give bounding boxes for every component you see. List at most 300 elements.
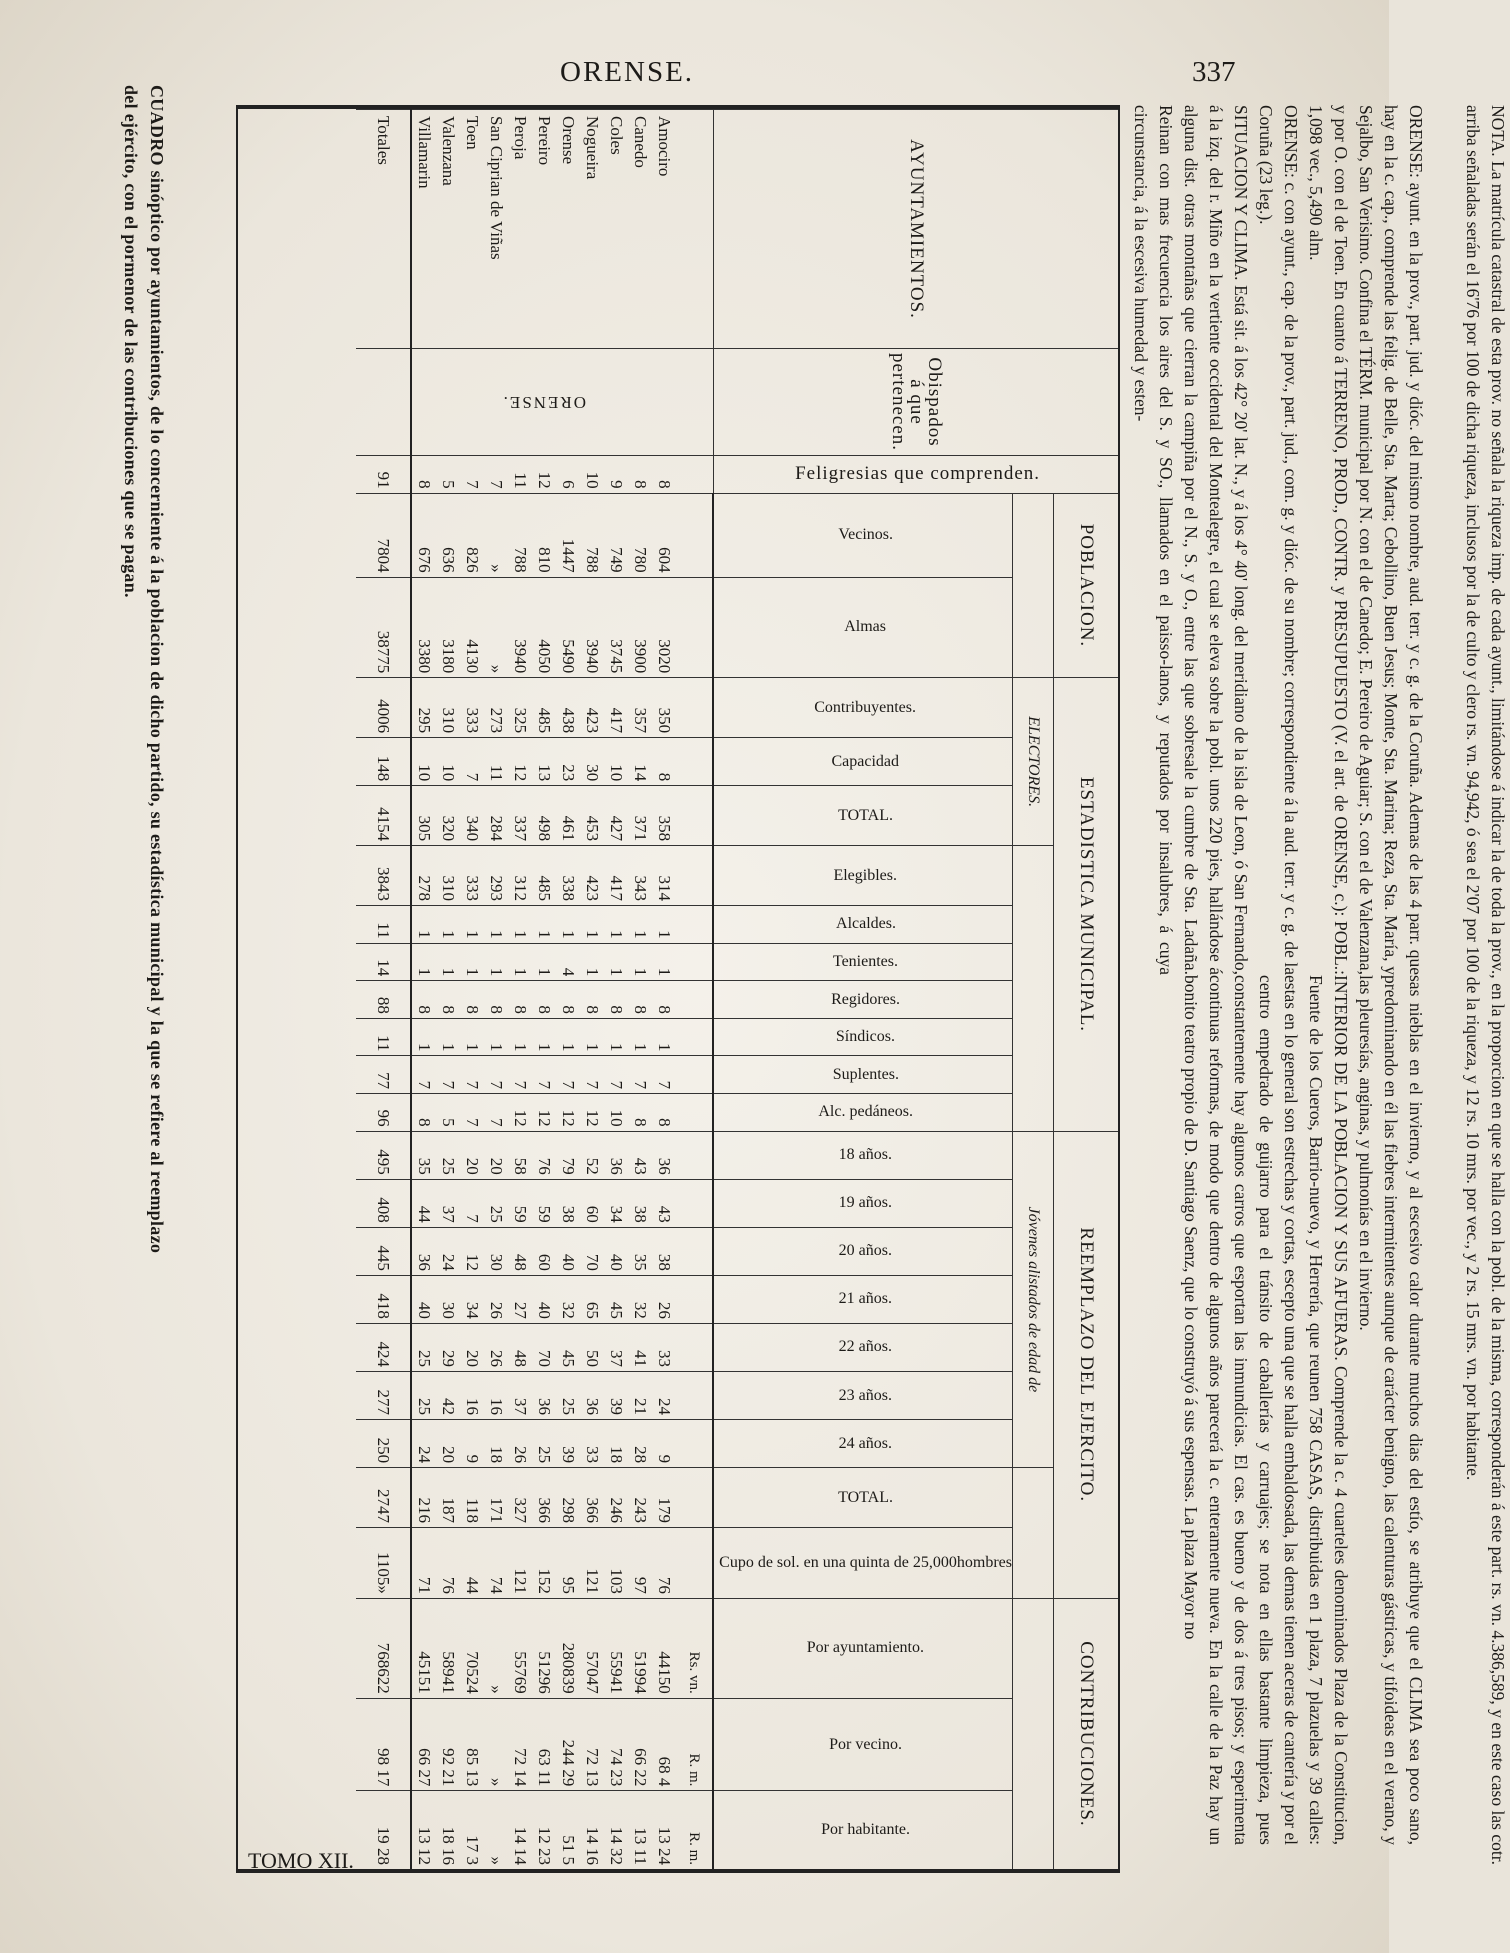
cell-a23: 42 (436, 1371, 460, 1419)
cell-suplentes: 7 (436, 1056, 460, 1094)
cell-por-ayunt: 51994 (628, 1598, 652, 1698)
cell-a18: 25 (436, 1131, 460, 1179)
cell-por-ayunt: 58941 (436, 1598, 460, 1698)
cell-suplentes: 7 (484, 1056, 508, 1094)
feligresias-cell: 10 (580, 456, 604, 494)
ayuntamiento-name: Amociro (652, 110, 676, 349)
cell-a24: 24 (411, 1420, 436, 1468)
cell-tenientes: 1 (652, 943, 676, 981)
cell-a23: 25 (411, 1371, 436, 1419)
synoptic-table-frame (236, 105, 1120, 1873)
cell-a21: 65 (580, 1275, 604, 1323)
column-header-label: Alc. pedáneos. (818, 1103, 913, 1121)
cell-pedaneos: 12 (532, 1094, 556, 1132)
cell-a22: 20 (460, 1323, 484, 1371)
column-header-label: TOTAL. (838, 1488, 894, 1506)
cell-a18: 20 (460, 1131, 484, 1179)
total-por-vec: 98 17 (356, 1698, 411, 1791)
column-header-label: Cupo de sol. en una quinta de 25,000hombres (719, 1553, 1012, 1571)
cell-tenientes: 1 (532, 943, 556, 981)
cell-contribuyentes: 333 (460, 678, 484, 738)
ayuntamiento-name: Pereiro (532, 110, 556, 349)
ayuntamiento-name: Toen (460, 110, 484, 349)
cell-pedaneos: 10 (604, 1094, 628, 1132)
cell-a20: 24 (436, 1227, 460, 1275)
obispado-value: ORENSE. (411, 349, 676, 456)
cell-total-e: 358 (652, 786, 676, 846)
cell-por-vec: 66 27 (411, 1698, 436, 1791)
ayuntamiento-name: San Ciprian de Viñas (484, 110, 508, 349)
feligresias-cell: 8 (411, 456, 436, 494)
cell-por-vec: 63 11 (532, 1698, 556, 1791)
column-header (713, 1323, 1012, 1371)
column-header-label: Tenientes. (833, 952, 899, 970)
cell-por-hab: 51 5 (556, 1791, 580, 1869)
cell-elegibles: 310 (436, 846, 460, 906)
cell-a20: 60 (532, 1227, 556, 1275)
header-poblacion: POBLACION. (1054, 493, 1119, 678)
cell-a23: 16 (484, 1371, 508, 1419)
cell-vecinos: 636 (436, 493, 460, 577)
cell-a24: 25 (532, 1420, 556, 1468)
total-sindicos: 11 (356, 1018, 411, 1056)
cell-elegibles: 312 (508, 846, 532, 906)
cell-alcaldes: 1 (484, 906, 508, 944)
cell-sindicos: 1 (411, 1018, 436, 1056)
cell-por-vec: 66 22 (628, 1698, 652, 1791)
unit-label: R. m. (676, 1698, 713, 1791)
column-header (713, 981, 1012, 1019)
cell-vecinos: 810 (532, 493, 556, 577)
cell-capacidad: 10 (604, 738, 628, 786)
header-contribuciones: CONTRIBUCIONES. (1054, 1598, 1119, 1869)
cell-tenientes: 1 (604, 943, 628, 981)
column-header (713, 577, 1012, 678)
column-header-label: Contribuyentes. (814, 698, 917, 716)
cell-capacidad: 11 (484, 738, 508, 786)
ayuntamiento-name: Nogueira (580, 110, 604, 349)
cell-por-vec: 74 23 (604, 1698, 628, 1791)
cell-sindicos: 1 (556, 1018, 580, 1056)
total-total-e: 4154 (356, 786, 411, 846)
ayuntamiento-name: Coles (604, 110, 628, 349)
feligresias-cell: 12 (532, 456, 556, 494)
cell-a19: 44 (411, 1179, 436, 1227)
feligresias-cell: 6 (556, 456, 580, 494)
cell-suplentes: 7 (556, 1056, 580, 1094)
cell-alcaldes: 1 (556, 906, 580, 944)
cell-a19: 59 (508, 1179, 532, 1227)
cell-alcaldes: 1 (604, 906, 628, 944)
cell-total-e: 371 (628, 786, 652, 846)
cell-por-ayunt: 55941 (604, 1598, 628, 1698)
column-header-label: 19 años. (838, 1194, 893, 1212)
column-header (713, 846, 1012, 906)
cell-a22: 33 (652, 1323, 676, 1371)
cell-a20: 40 (604, 1227, 628, 1275)
total-tenientes: 14 (356, 943, 411, 981)
cell-a21: 45 (604, 1275, 628, 1323)
cell-capacidad: 7 (460, 738, 484, 786)
cell-a18: 79 (556, 1131, 580, 1179)
cell-suplentes: 7 (508, 1056, 532, 1094)
cell-tenientes: 4 (556, 943, 580, 981)
totals-row (356, 110, 411, 1870)
cell-a23: 24 (652, 1371, 676, 1419)
cell-tenientes: 1 (628, 943, 652, 981)
total-almas: 38775 (356, 577, 411, 678)
cell-a24: 9 (460, 1420, 484, 1468)
cell-a21: 26 (484, 1275, 508, 1323)
cell-total-e: 453 (580, 786, 604, 846)
column-header-label: Alcaldes. (835, 915, 896, 933)
cell-a19: 59 (532, 1179, 556, 1227)
cell-por-hab: » (484, 1791, 508, 1869)
cell-a23: 16 (460, 1371, 484, 1419)
cell-contribuyentes: 438 (556, 678, 580, 738)
cell-contribuyentes: 295 (411, 678, 436, 738)
total-a19: 408 (356, 1179, 411, 1227)
cell-por-ayunt: 45151 (411, 1598, 436, 1698)
column-header-label: Capacidad (831, 752, 900, 770)
cell-capacidad: 23 (556, 738, 580, 786)
cell-tenientes: 1 (508, 943, 532, 981)
cell-elegibles: 314 (652, 846, 676, 906)
cell-a19: 7 (460, 1179, 484, 1227)
cell-capacidad: 8 (652, 738, 676, 786)
cell-a23: 36 (580, 1371, 604, 1419)
feligresias-cell: 7 (484, 456, 508, 494)
cell-a18: 36 (604, 1131, 628, 1179)
cell-sindicos: 1 (604, 1018, 628, 1056)
cell-a23: 21 (628, 1371, 652, 1419)
column-header-label: TOTAL. (838, 806, 894, 824)
column-header (713, 1371, 1012, 1419)
cell-tenientes: 1 (460, 943, 484, 981)
column-header (713, 1791, 1012, 1869)
page-number: 337 (1192, 56, 1236, 88)
cell-por-vec: 92 21 (436, 1698, 460, 1791)
total-regidores: 88 (356, 981, 411, 1019)
column-header-label: Elegibles. (833, 866, 898, 884)
cell-total-e: 498 (532, 786, 556, 846)
cell-almas: 3745 (604, 577, 628, 678)
cell-total-r: 187 (436, 1468, 460, 1528)
cell-pedaneos: 7 (460, 1094, 484, 1132)
cell-tenientes: 1 (580, 943, 604, 981)
feligresias-cell: 7 (460, 456, 484, 494)
cell-a23: 36 (532, 1371, 556, 1419)
total-por-ayunt: 768622 (356, 1598, 411, 1698)
cell-elegibles: 278 (411, 846, 436, 906)
cell-elegibles: 423 (580, 846, 604, 906)
column-header (713, 1275, 1012, 1323)
cell-vecinos: 826 (460, 493, 484, 577)
cell-sindicos: 1 (652, 1018, 676, 1056)
total-a18: 495 (356, 1131, 411, 1179)
cell-almas: 3020 (652, 577, 676, 678)
cell-por-ayunt: 70524 (460, 1598, 484, 1698)
cell-por-ayunt: 55769 (508, 1598, 532, 1698)
running-title: ORENSE. (560, 56, 695, 88)
cell-total-e: 427 (604, 786, 628, 846)
cell-por-vec: 85 13 (460, 1698, 484, 1791)
column-header-label: Suplentes. (832, 1065, 899, 1083)
cell-sindicos: 1 (580, 1018, 604, 1056)
cell-a20: 70 (580, 1227, 604, 1275)
cell-por-hab: 12 23 (532, 1791, 556, 1869)
cell-alcaldes: 1 (652, 906, 676, 944)
cell-vecinos: 780 (628, 493, 652, 577)
cell-total-r: 171 (484, 1468, 508, 1528)
cell-almas: 3180 (436, 577, 460, 678)
column-header-label: 23 años. (838, 1386, 893, 1404)
cell-por-ayunt: 57047 (580, 1598, 604, 1698)
column-header-label: Por ayuntamiento. (806, 1639, 925, 1657)
feligresias-cell: 11 (508, 456, 532, 494)
cell-vecinos: 788 (508, 493, 532, 577)
cell-a21: 26 (652, 1275, 676, 1323)
cell-almas: 5490 (556, 577, 580, 678)
column-header (713, 1227, 1012, 1275)
cell-cupo: 121 (580, 1528, 604, 1599)
cell-suplentes: 7 (532, 1056, 556, 1094)
volume-mark: TOMO XII. (248, 1848, 354, 1873)
cell-regidores: 8 (436, 981, 460, 1019)
column-header (713, 1420, 1012, 1468)
column-header (713, 678, 1012, 738)
column-header (713, 1179, 1012, 1227)
cell-alcaldes: 1 (580, 906, 604, 944)
cell-contribuyentes: 273 (484, 678, 508, 738)
feligresias-cell: 5 (436, 456, 460, 494)
cell-capacidad: 12 (508, 738, 532, 786)
column-header-label: 21 años. (838, 1290, 893, 1308)
cell-a24: 18 (484, 1420, 508, 1468)
column-header-label: Por habitante. (821, 1821, 911, 1839)
cell-total-r: 243 (628, 1468, 652, 1528)
cell-por-hab: 14 16 (580, 1791, 604, 1869)
cell-a18: 35 (411, 1131, 436, 1179)
cell-a18: 76 (532, 1131, 556, 1179)
cell-vecinos: 604 (652, 493, 676, 577)
cell-total-e: 305 (411, 786, 436, 846)
cell-regidores: 8 (604, 981, 628, 1019)
cell-suplentes: 7 (580, 1056, 604, 1094)
cell-por-hab: 14 32 (604, 1791, 628, 1869)
total-elegibles: 3843 (356, 846, 411, 906)
cell-almas: 4050 (532, 577, 556, 678)
total-cupo: 1105» (356, 1528, 411, 1599)
cell-a21: 32 (628, 1275, 652, 1323)
cell-a20: 40 (556, 1227, 580, 1275)
cell-capacidad: 30 (580, 738, 604, 786)
cell-a24: 28 (628, 1420, 652, 1468)
cell-pedaneos: 12 (508, 1094, 532, 1132)
cell-a21: 27 (508, 1275, 532, 1323)
cell-tenientes: 1 (436, 943, 460, 981)
cell-almas: 4130 (460, 577, 484, 678)
cell-a20: 35 (628, 1227, 652, 1275)
feligresias-cell: 8 (628, 456, 652, 494)
cell-regidores: 8 (556, 981, 580, 1019)
column-header-label: Síndicos. (836, 1028, 896, 1046)
column-header (713, 1698, 1012, 1791)
cell-cupo: 103 (604, 1528, 628, 1599)
cell-a22: 45 (556, 1323, 580, 1371)
column-header (713, 493, 1012, 577)
cell-a24: 20 (436, 1420, 460, 1468)
cell-alcaldes: 1 (508, 906, 532, 944)
cell-regidores: 8 (411, 981, 436, 1019)
cell-a20: 36 (411, 1227, 436, 1275)
cell-vecinos: 1447 (556, 493, 580, 577)
header-ayuntamientos: AYUNTAMIENTOS. (713, 110, 1118, 349)
cell-vecinos: 749 (604, 493, 628, 577)
cell-alcaldes: 1 (532, 906, 556, 944)
column-header-label: Vecinos. (838, 526, 893, 544)
cell-por-hab: 13 24 (652, 1791, 676, 1869)
cell-capacidad: 14 (628, 738, 652, 786)
cell-a22: 26 (484, 1323, 508, 1371)
cell-a24: 39 (556, 1420, 580, 1468)
cell-pedaneos: 12 (580, 1094, 604, 1132)
cell-contribuyentes: 310 (436, 678, 460, 738)
cell-suplentes: 7 (411, 1056, 436, 1094)
cell-suplentes: 7 (628, 1056, 652, 1094)
cell-a21: 30 (436, 1275, 460, 1323)
cell-pedaneos: 7 (484, 1094, 508, 1132)
cell-suplentes: 7 (460, 1056, 484, 1094)
cell-pedaneos: 5 (436, 1094, 460, 1132)
totals-label: Totales (356, 110, 411, 349)
cell-a18: 58 (508, 1131, 532, 1179)
cell-contribuyentes: 417 (604, 678, 628, 738)
cell-suplentes: 7 (604, 1056, 628, 1094)
cell-total-r: 179 (652, 1468, 676, 1528)
cell-total-r: 366 (580, 1468, 604, 1528)
total-a20: 445 (356, 1227, 411, 1275)
header-obispados: Obispados á que pertenecen. (713, 349, 1118, 456)
cell-a19: 43 (652, 1179, 676, 1227)
total-contribuyentes: 4006 (356, 678, 411, 738)
cell-total-e: 461 (556, 786, 580, 846)
cell-sindicos: 1 (508, 1018, 532, 1056)
cell-por-hab: 14 14 (508, 1791, 532, 1869)
column-header (713, 1131, 1012, 1179)
cell-a20: 12 (460, 1227, 484, 1275)
cell-capacidad: 10 (411, 738, 436, 786)
cell-por-vec: 244 29 (556, 1698, 580, 1791)
cell-a19: 60 (580, 1179, 604, 1227)
cell-a19: 37 (436, 1179, 460, 1227)
cell-tenientes: 1 (411, 943, 436, 981)
total-por-hab: 19 28 (356, 1791, 411, 1869)
cell-pedaneos: 8 (628, 1094, 652, 1132)
header-electores: ELECTORES. (1013, 678, 1054, 846)
ayuntamiento-name: Valenzana (436, 110, 460, 349)
cell-contribuyentes: 350 (652, 678, 676, 738)
cell-por-ayunt: 51296 (532, 1598, 556, 1698)
cell-a19: 34 (604, 1179, 628, 1227)
cell-cupo: 97 (628, 1528, 652, 1599)
cell-cupo: 152 (532, 1528, 556, 1599)
cell-a19: 25 (484, 1179, 508, 1227)
cell-regidores: 8 (508, 981, 532, 1019)
cell-por-ayunt: 44150 (652, 1598, 676, 1698)
cell-cupo: 76 (436, 1528, 460, 1599)
cell-a24: 26 (508, 1420, 532, 1468)
cell-a20: 38 (652, 1227, 676, 1275)
cell-a22: 41 (628, 1323, 652, 1371)
cell-cupo: 121 (508, 1528, 532, 1599)
column-header (713, 1018, 1012, 1056)
cell-regidores: 8 (484, 981, 508, 1019)
cell-contribuyentes: 485 (532, 678, 556, 738)
column-header (713, 906, 1012, 944)
cell-a22: 29 (436, 1323, 460, 1371)
ayuntamiento-name: Canedo (628, 110, 652, 349)
feligresias-cell: 9 (604, 456, 628, 494)
cell-almas: 3900 (628, 577, 652, 678)
cell-a20: 30 (484, 1227, 508, 1275)
cell-a20: 48 (508, 1227, 532, 1275)
cell-cupo: 74 (484, 1528, 508, 1599)
cell-total-e: 284 (484, 786, 508, 846)
cell-a21: 34 (460, 1275, 484, 1323)
cell-total-r: 118 (460, 1468, 484, 1528)
column-header (713, 1468, 1012, 1528)
caption-line-2: del ejército, con el pormenor de las contribuciones que se pagan. (121, 85, 141, 598)
total-suplentes: 77 (356, 1056, 411, 1094)
cell-total-r: 298 (556, 1468, 580, 1528)
cell-elegibles: 485 (532, 846, 556, 906)
total-a21: 418 (356, 1275, 411, 1323)
ayuntamiento-name: Orense (556, 110, 580, 349)
cell-regidores: 8 (532, 981, 556, 1019)
cell-alcaldes: 1 (411, 906, 436, 944)
cell-regidores: 8 (460, 981, 484, 1019)
column-header (713, 1598, 1012, 1698)
cell-total-r: 246 (604, 1468, 628, 1528)
column-header-label: 22 años. (838, 1338, 893, 1356)
column-header (713, 1094, 1012, 1132)
cell-a23: 39 (604, 1371, 628, 1419)
cell-a22: 37 (604, 1323, 628, 1371)
cell-almas: » (484, 577, 508, 678)
column-header (713, 943, 1012, 981)
cell-a18: 36 (652, 1131, 676, 1179)
cell-vecinos: 676 (411, 493, 436, 577)
header-feligresias: Feligresias que comprenden. (713, 456, 1118, 494)
cell-total-e: 340 (460, 786, 484, 846)
cell-sindicos: 1 (532, 1018, 556, 1056)
cell-pedaneos: 12 (556, 1094, 580, 1132)
unit-label: Rs. vn. (676, 1598, 713, 1698)
cell-vecinos: » (484, 493, 508, 577)
note-paragraph: NOTA. La matrícula catastral de esta prov. no señala la riqueza imp. de cada ayunt., limitándose á indicar la de toda la prov., en la proporcion en que se halla con la pobl. de la misma, corresponderán á este part. rs. vn. 4.386,589, y en este caso las cotr. arriba señaladas serán el 16'76 por 100 de dicha riqueza, inclusos por la de culto y clero rs. vn. 94,942, ó sea el 2'07 por 100 de la riqueza, y 12 rs. 10 mrs. por vec., y 2 rs. 15 mrs. vn. por habitante. (1463, 105, 1508, 1865)
cell-sindicos: 1 (484, 1018, 508, 1056)
cell-alcaldes: 1 (436, 906, 460, 944)
header-estadistica: ESTADISTICA MUNICIPAL. (1054, 678, 1119, 1131)
cell-sindicos: 1 (460, 1018, 484, 1056)
ayuntamiento-name: Villamarin (411, 110, 436, 349)
cell-capacidad: 10 (436, 738, 460, 786)
cell-pedaneos: 8 (411, 1094, 436, 1132)
cell-elegibles: 293 (484, 846, 508, 906)
column-header (713, 738, 1012, 786)
units-row (676, 110, 713, 1870)
